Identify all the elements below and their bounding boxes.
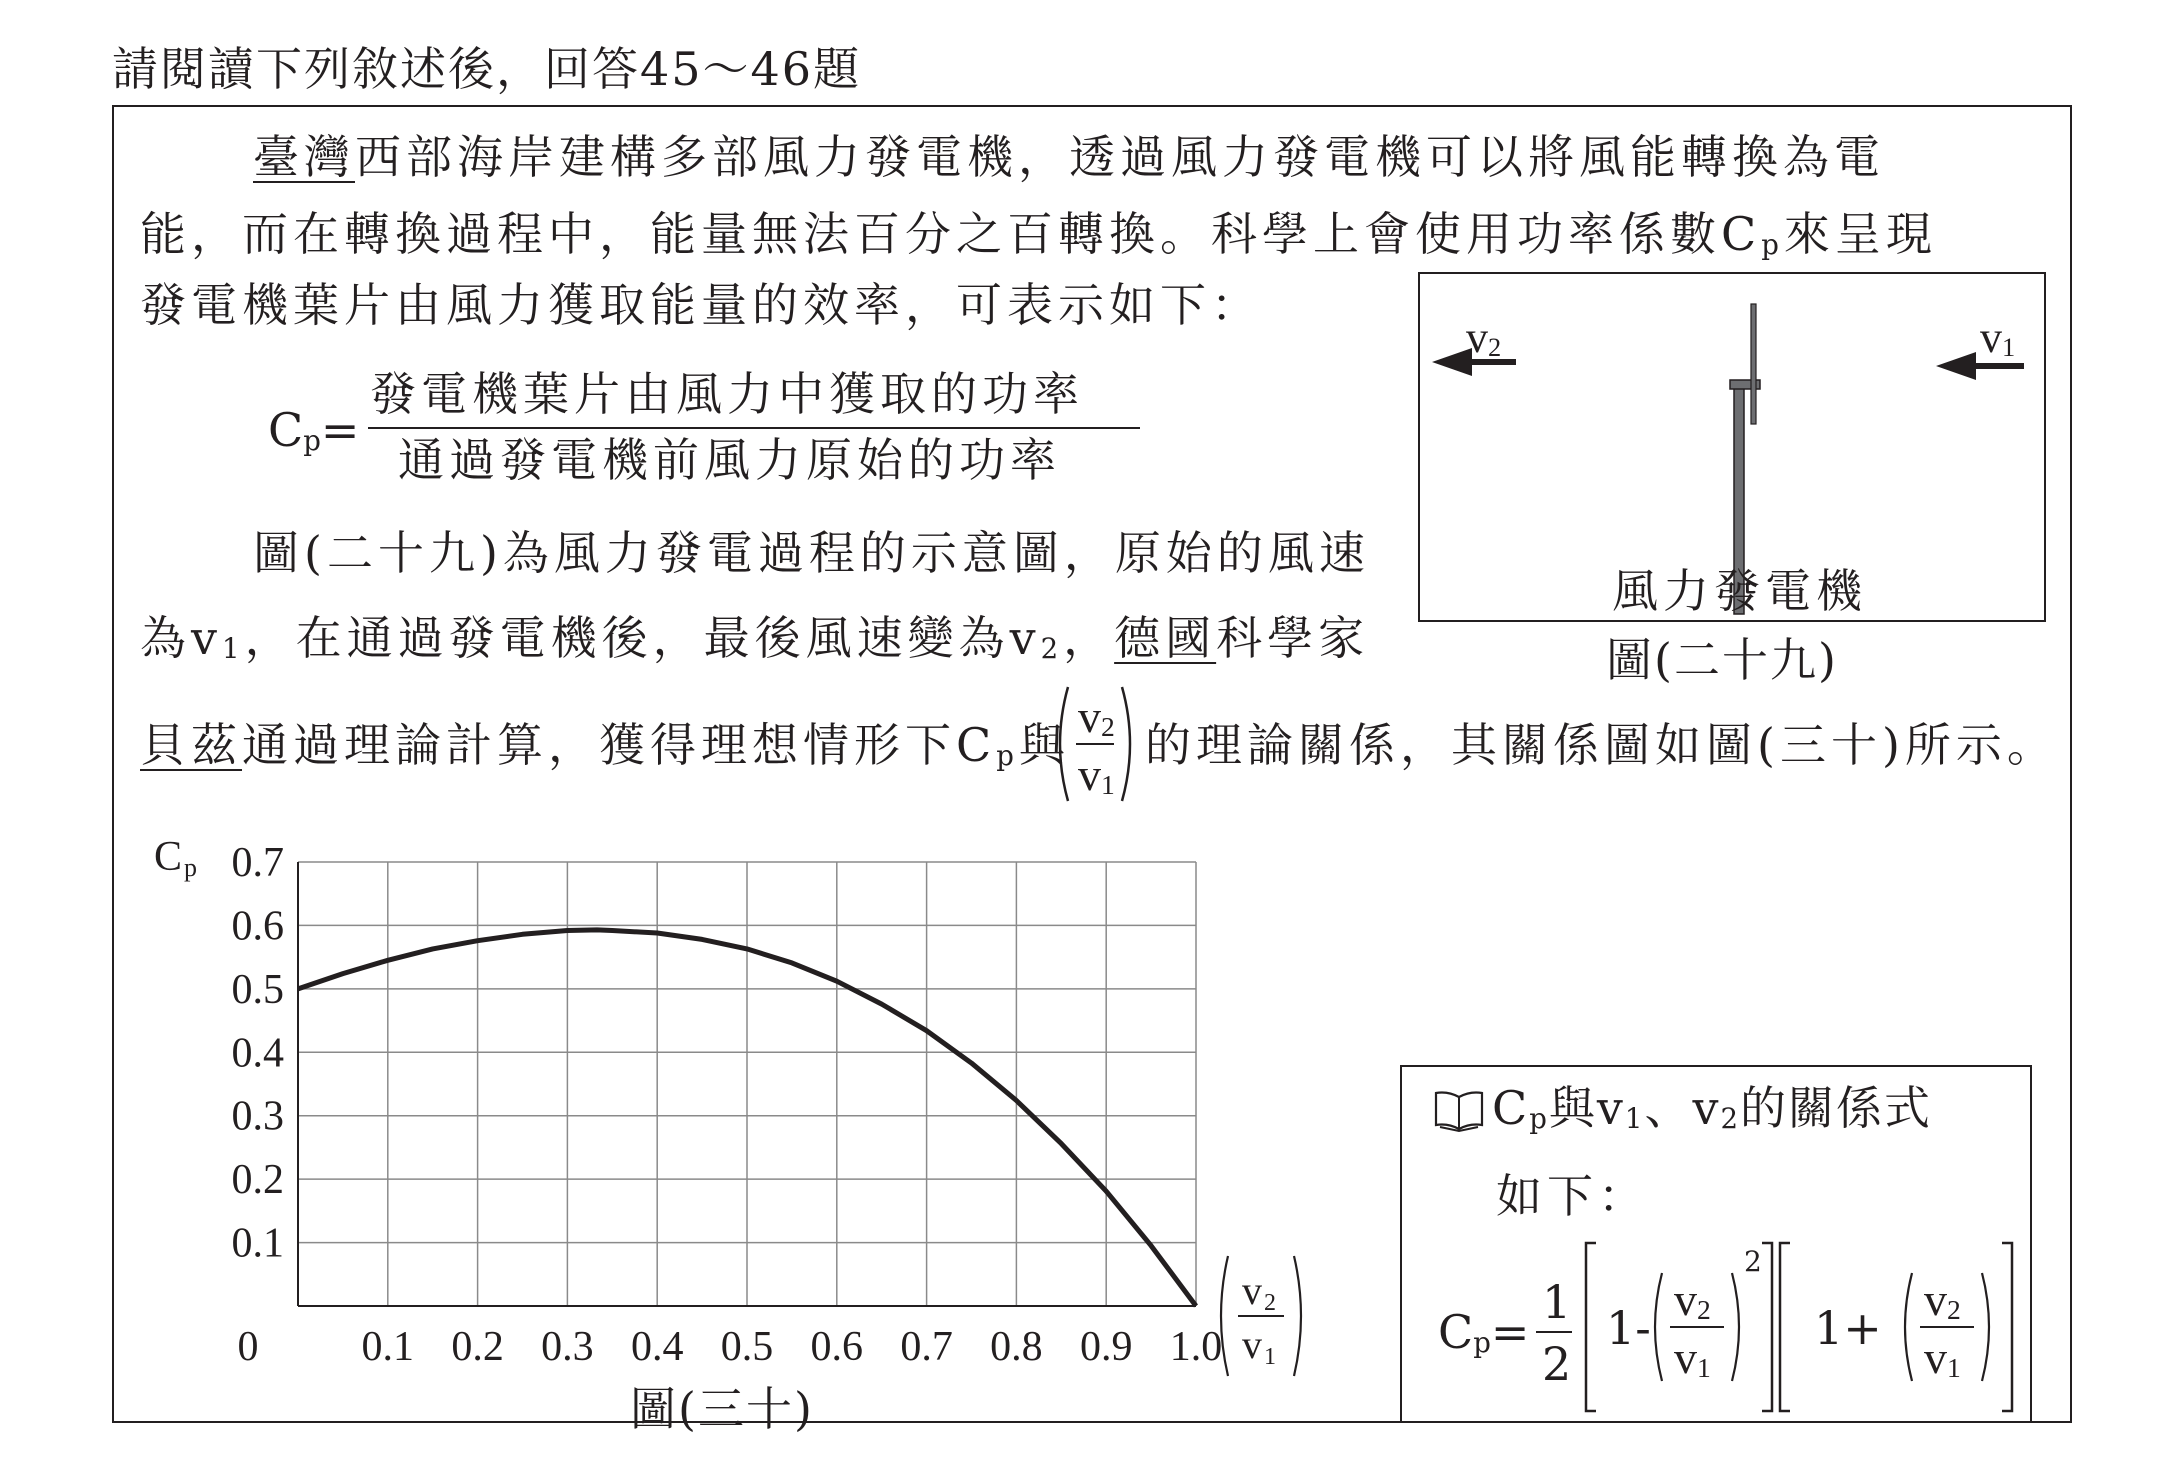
x-tick-label: 0.4 (630, 1324, 684, 1370)
formula-exponent: 2 (1744, 1245, 1762, 1278)
x-tick-label: 1.0 (1169, 1324, 1223, 1370)
formula-title-line-2: 如下： (1496, 1169, 1649, 1223)
x-tick-label: 0.8 (990, 1324, 1043, 1370)
x-label-numerator-sub: 2 (1264, 1290, 1276, 1316)
passage-ratio-num-letter: v (1078, 691, 1101, 742)
formula-title-sub-2: 2 (1720, 1102, 1740, 1136)
y-tick-label: 0.3 (231, 1093, 284, 1140)
cp-ratio-chart (140, 820, 1340, 1420)
formula-half-num: 1 (1542, 1275, 1572, 1329)
formula-box (1400, 1065, 2032, 1423)
x-tick-label: 0.1 (361, 1324, 415, 1370)
y-tick-label: 0.7 (231, 840, 284, 886)
x-label-numerator: v (1242, 1268, 1262, 1313)
formula-title-b: 與v (1548, 1081, 1625, 1135)
passage-line-5-sub2: 2 (1040, 632, 1064, 666)
x-label-right-paren (1294, 1256, 1301, 1376)
passage-ratio-den-sub: 1 (1101, 769, 1115, 801)
formula-half-den: 2 (1542, 1337, 1572, 1391)
figure-29-box (1418, 272, 2046, 622)
x-label-denominator: v (1242, 1322, 1262, 1367)
formula-title-c: C (1492, 1081, 1530, 1135)
fig29-v2-letter: v (1466, 313, 1488, 362)
passage-line-2-end: 來呈現 (1783, 207, 1937, 261)
formula-r1-den (1674, 1329, 1711, 1397)
formula-r2-num-letter: v (1924, 1274, 1947, 1325)
formula-r1-den-sub: 1 (1697, 1352, 1711, 1384)
y-tick-label: 0.2 (231, 1157, 284, 1204)
cp-denominator: 通過發電機前風力原始的功率 (398, 433, 1061, 487)
x-tick-label: 0.3 (541, 1324, 594, 1370)
passage-line-2-sub: p (1761, 228, 1784, 262)
formula-title-c2: 、v (1644, 1081, 1721, 1135)
cp-lhs (268, 401, 359, 470)
cp-fraction-bar (368, 427, 1140, 429)
person-name-betz: 貝茲 (140, 718, 242, 772)
formula-title-sub-1: 1 (1624, 1102, 1645, 1136)
v1-arrow-head (1936, 352, 1976, 380)
formula-lhs-c: C (1438, 1305, 1474, 1359)
y-tick-label: 0.6 (231, 903, 284, 950)
passage-line-2-text: 能，而在轉換過程中，能量無法百分之百轉換。科學上會使用功率係數C (140, 207, 1762, 261)
fig29-caption: 圖(二十九) (1606, 633, 1838, 687)
cp-lhs-sub: p (303, 424, 321, 458)
x-tick-label: 0.7 (900, 1324, 953, 1370)
fig29-v1-letter: v (1980, 313, 2002, 362)
instruction-header: 請閱讀下列敘述後，回答45～46題 (112, 42, 862, 96)
formula-title-line-1 (1492, 1079, 1932, 1148)
x-tick-label: 0.6 (810, 1324, 864, 1370)
cp-lhs-eq: = (320, 403, 360, 457)
passage-ratio-denominator (1078, 746, 1115, 814)
turbine-blade (1751, 304, 1756, 424)
formula-lhs (1438, 1303, 1529, 1372)
formula-r1-den-letter: v (1674, 1332, 1697, 1383)
fig29-v1-label (1980, 312, 2015, 363)
fig29-v1-sub: 1 (2002, 331, 2016, 362)
cp-definition (268, 365, 1148, 485)
place-name-germany: 德國 (1114, 611, 1217, 665)
formula-lhs-sub: p (1473, 1326, 1491, 1360)
passage-line-6-b: 與 (1018, 718, 1070, 772)
passage-line-5 (140, 609, 1369, 678)
passage-line-6-a: 通過理論計算，獲得理想情形下C (242, 718, 997, 772)
passage-line-5-sub1: 1 (222, 632, 245, 666)
formula-r1-num-sub: 2 (1697, 1294, 1711, 1326)
passage-line-5-a: 為v (140, 611, 222, 665)
passage-line-4: 圖(二十九)為風力發電過程的示意圖，原始的風速 (253, 526, 1370, 580)
y-axis-label: C (154, 834, 183, 880)
formula-r2-den (1924, 1329, 1961, 1397)
y-tick-label: 0.4 (231, 1030, 284, 1077)
x-label-denominator-sub: 1 (1264, 1344, 1276, 1370)
passage-line-1-text: 西部海岸建構多部風力發電機，透過風力發電機可以將風能轉換為電 (355, 130, 1885, 184)
y-axis-label-sub: p (184, 853, 197, 882)
formula-title-d: 的關係式 (1740, 1081, 1932, 1135)
fig29-v2-label (1466, 312, 1501, 363)
book-icon (1432, 1089, 1486, 1133)
fig29-v2-sub: 2 (1488, 331, 1502, 362)
cp-numerator: 發電機葉片由風力中獲取的功率 (370, 367, 1084, 421)
formula-bracket1-text: 1- (1606, 1301, 1651, 1355)
place-name-taiwan: 臺灣 (253, 130, 355, 184)
passage-line-6-sub: p (996, 739, 1019, 773)
passage-line-3: 發電機葉片由風力獲取能量的效率，可表示如下： (140, 278, 1262, 332)
formula-r2-den-letter: v (1924, 1332, 1947, 1383)
passage-line-5-c: ， (1063, 611, 1115, 665)
x-tick-label: 0.5 (720, 1324, 774, 1370)
passage-line-6-end: 的理論關係，其關係圖如圖(三十)所示。 (1145, 718, 2058, 772)
passage-line-2 (140, 205, 1937, 274)
cp-lhs-letter: C (268, 403, 304, 457)
passage-ratio-den-letter: v (1078, 749, 1101, 800)
passage-line-5-d: 科學家 (1216, 611, 1370, 665)
passage-line-5-b: ，在通過發電機後，最後風速變為v (244, 611, 1041, 665)
formula-bracket2-text: 1+ (1814, 1301, 1882, 1355)
origin-label: 0 (237, 1324, 259, 1370)
passage-line-1 (253, 128, 1885, 186)
passage-ratio-num-sub: 2 (1101, 711, 1115, 743)
formula-title-sub-p: p (1529, 1102, 1549, 1136)
y-tick-label: 0.5 (231, 966, 284, 1013)
fig29-inner-caption: 風力發電機 (1612, 564, 1867, 618)
fig30-caption: 圖(三十) (630, 1382, 814, 1436)
x-tick-label: 0.9 (1079, 1324, 1133, 1370)
formula-r2-num-sub: 2 (1947, 1294, 1961, 1326)
formula-lhs-eq: = (1490, 1305, 1530, 1359)
x-tick-label: 0.2 (451, 1324, 504, 1370)
formula-r1-num-letter: v (1674, 1274, 1697, 1325)
y-tick-label: 0.1 (231, 1220, 284, 1267)
passage-line-6 (140, 716, 1070, 785)
formula-r2-den-sub: 1 (1947, 1352, 1961, 1384)
formula-half-bar (1536, 1331, 1572, 1333)
